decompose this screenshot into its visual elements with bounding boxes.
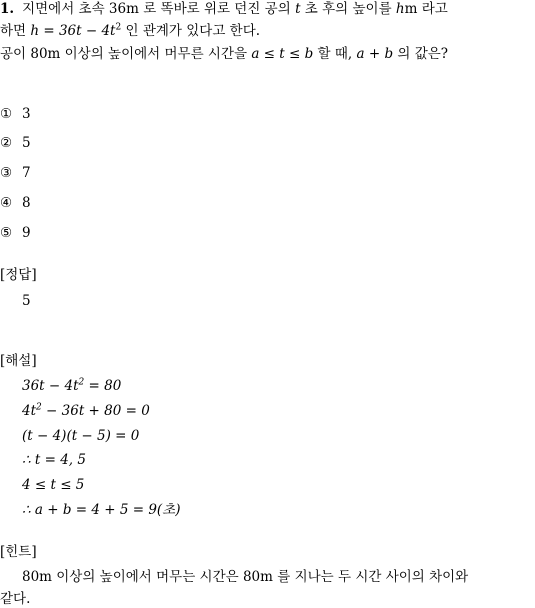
question-text: 인 관계가 있다고 한다.: [121, 23, 261, 39]
choice-value: 9: [22, 225, 31, 241]
choice-mark: ④: [0, 195, 13, 211]
choice-mark: ⑤: [0, 225, 13, 241]
question-text: 의 값은?: [393, 46, 449, 62]
question-text: 지면에서 초속 36m 로 똑바로 위로 던진 공의: [22, 1, 296, 17]
solution-math: − 36t + 80 = 0: [41, 403, 150, 419]
solution-step-6: ∴ a + b = 4 + 5 = 9(초): [22, 502, 181, 518]
choice-mark: ①: [0, 106, 13, 122]
question-text: 공이 80m 이상의 높이에서 머무른 시간을: [0, 46, 252, 62]
math-formula: h = 36t − 4t: [30, 23, 116, 39]
answer-label: [정답]: [0, 267, 37, 283]
solution-step-4: ∴ t = 4, 5: [22, 452, 86, 468]
solution-math: = 80: [84, 378, 122, 394]
question-text: 초 후의 높이를: [300, 1, 396, 17]
hint-label: [힌트]: [0, 544, 37, 560]
solution-step-1: [22, 377, 121, 395]
question-number: 1.: [0, 1, 15, 17]
answer-value: 5: [22, 293, 31, 309]
question-line-2: [0, 22, 260, 40]
question-text: 하면: [0, 23, 31, 39]
solution-label: [해설]: [0, 353, 37, 369]
choice-3[interactable]: [0, 164, 31, 182]
solution-math: 4t: [22, 403, 37, 419]
solution-step-5: 4 ≤ t ≤ 5: [22, 477, 85, 493]
math-sum: a + b: [356, 46, 394, 62]
question-text: 할 때,: [313, 46, 357, 62]
question-line-3: [0, 45, 448, 63]
math-exponent: 2: [78, 377, 85, 388]
choice-2[interactable]: [0, 134, 31, 152]
choice-5[interactable]: [0, 224, 31, 242]
question-line-1: [0, 0, 448, 18]
hint-line-1: 80m 이상의 높이에서 머무는 시간은 80m 를 지나는 두 시간 사이의 차이와: [22, 569, 469, 585]
math-inequality: a ≤ t ≤ b: [251, 46, 314, 62]
choice-value: 8: [22, 195, 31, 211]
math-t: t: [295, 1, 301, 17]
math-h: h: [395, 1, 405, 17]
hint-line-2: 같다.: [0, 591, 31, 607]
choice-value: 7: [22, 165, 31, 181]
solution-step-2: [22, 402, 150, 420]
choice-mark: ③: [0, 165, 13, 181]
math-exponent: 2: [115, 22, 122, 33]
solution-math: 36t − 4t: [22, 378, 79, 394]
choice-value: 5: [22, 135, 31, 151]
choice-1[interactable]: [0, 105, 31, 123]
question-text: m 라고: [404, 1, 448, 17]
solution-step-3: (t − 4)(t − 5) = 0: [22, 428, 140, 444]
choice-mark: ②: [0, 135, 13, 151]
math-exponent: 2: [36, 402, 42, 413]
choice-4[interactable]: [0, 194, 31, 212]
choice-value: 3: [22, 106, 31, 122]
